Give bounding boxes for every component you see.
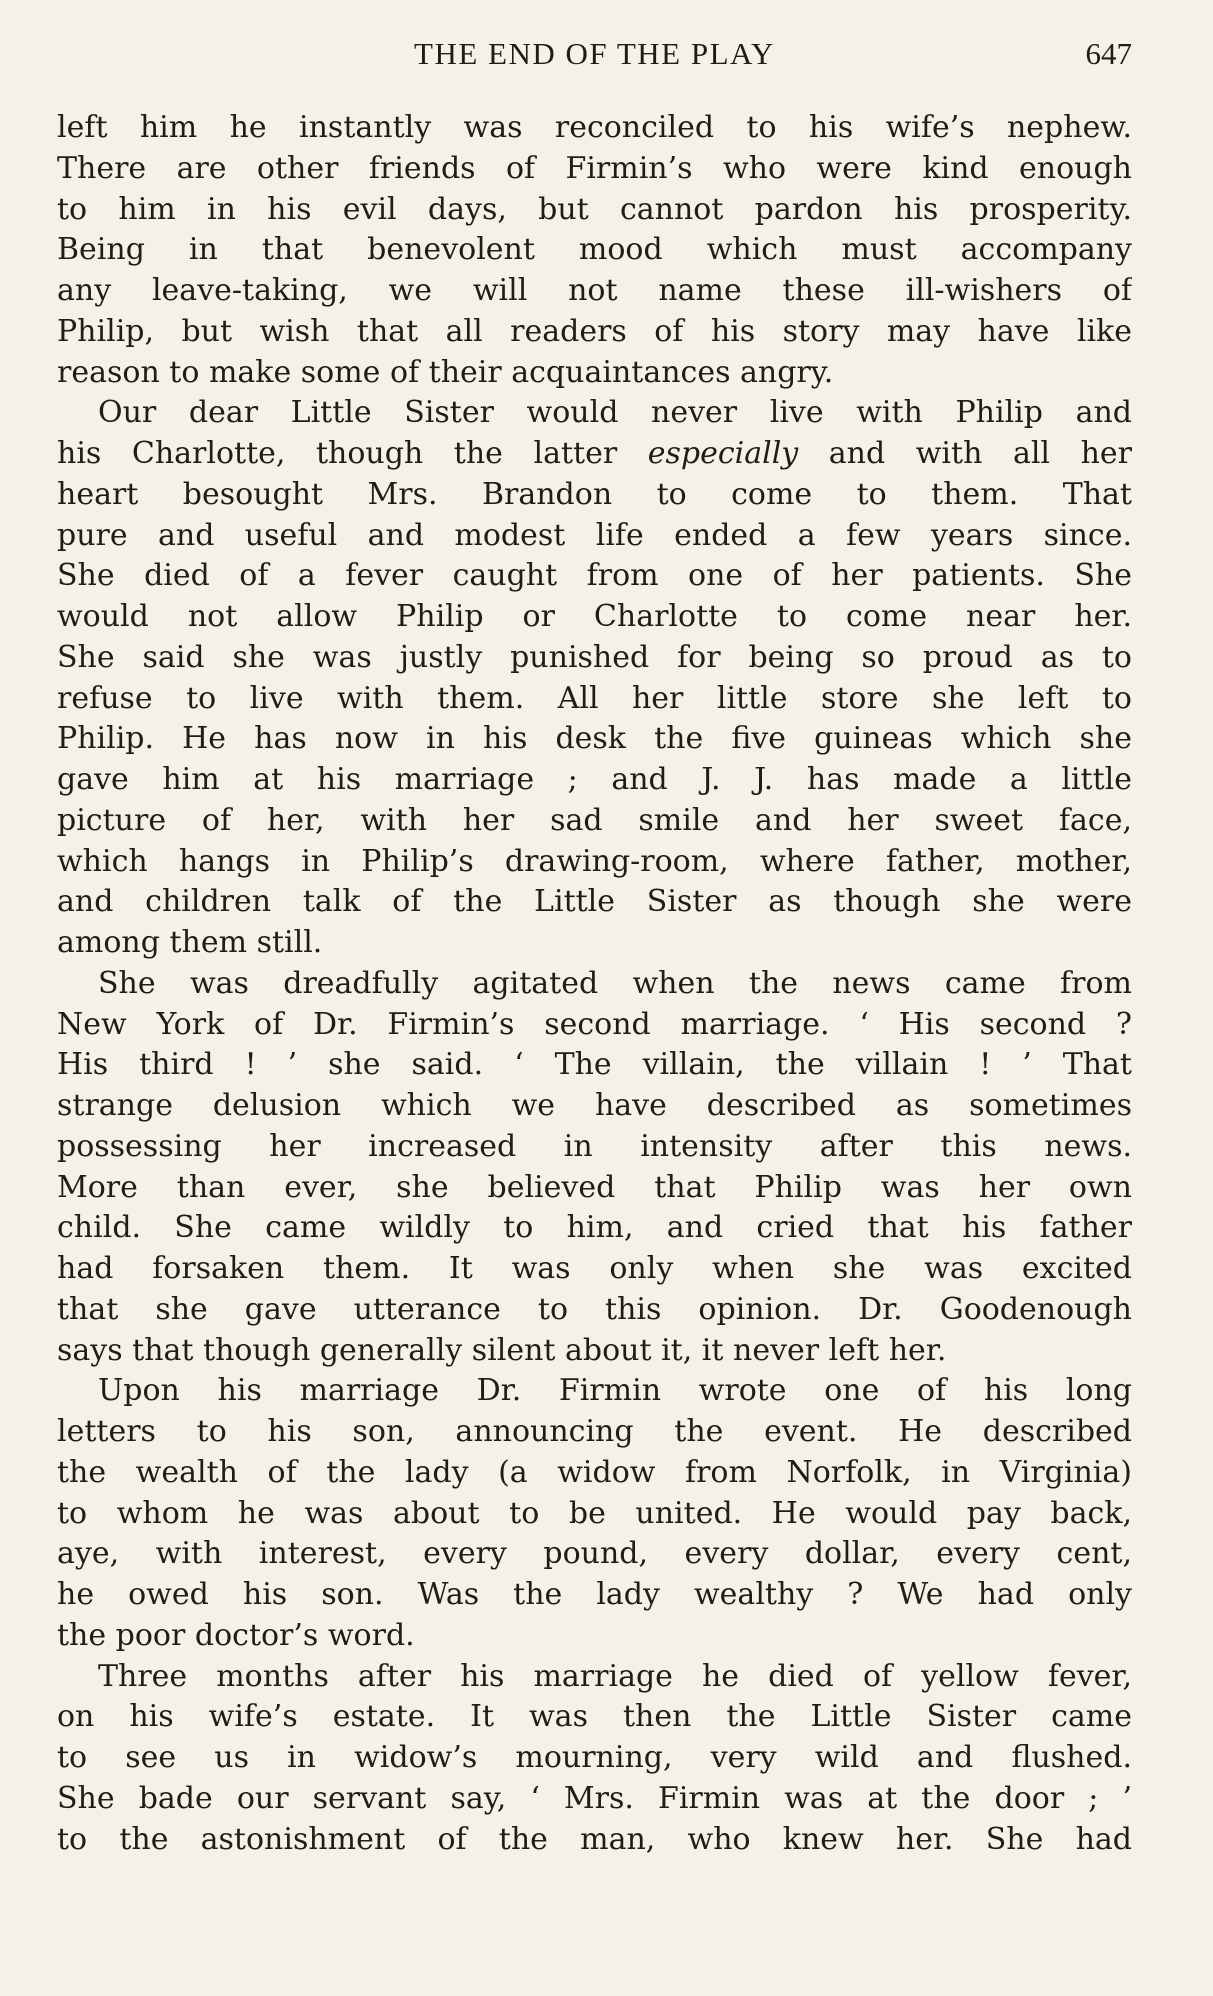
text-line: picture of her, with her sad smile and her sweet face, bbox=[57, 802, 1132, 838]
text-line: strange delusion which we have described as sometimes bbox=[57, 1088, 1132, 1123]
text-line: heart besought Mrs. Brandon to come to them. That bbox=[57, 476, 1132, 512]
text-line: that she gave utterance to this opinion. Dr. Goodenough bbox=[57, 1291, 1132, 1327]
text-line: possessing her increased in intensity after this news. bbox=[57, 1128, 1132, 1164]
text-line: left him he instantly was reconciled to his wife’s nephew. bbox=[57, 110, 1132, 145]
text-line: Philip, but wish that all readers of his story may have like bbox=[57, 313, 1132, 349]
text-segment: and with all her bbox=[798, 436, 1132, 471]
text-line: had forsaken them. It was only when she was excited bbox=[57, 1251, 1132, 1286]
text-line: on his wife’s estate. It was then the Little Sister came bbox=[57, 1699, 1132, 1735]
emphasis-word: especially bbox=[647, 436, 799, 471]
text-line: More than ever, she believed that Philip was her own bbox=[57, 1169, 1132, 1205]
text-line: to see us in widow’s mourning, very wild and flushed. bbox=[57, 1740, 1132, 1775]
text-line: any leave-taking, we will not name these ill-wishers of bbox=[57, 273, 1132, 308]
text-line: reason to make some of their acquaintances angry. bbox=[57, 354, 834, 390]
text-line: She died of a fever caught from one of her patients. She bbox=[57, 558, 1132, 594]
text-line: Three months after his marriage he died of yellow fever, bbox=[98, 1658, 1132, 1694]
text-line: Being in that benevolent mood which must accompany bbox=[57, 232, 1132, 268]
text-line: among them still. bbox=[57, 925, 323, 960]
text-line: Our dear Little Sister would never live with Philip and bbox=[98, 395, 1132, 431]
text-line: to the astonishment of the man, who knew her. She had bbox=[57, 1821, 1132, 1857]
text-line: Upon his marriage Dr. Firmin wrote one of his long bbox=[98, 1373, 1132, 1409]
text-line: New York of Dr. Firmin’s second marriage. ‘ His second ? bbox=[57, 1006, 1132, 1042]
text-line: She bade our servant say, ‘ Mrs. Firmin was at the door ; ’ bbox=[57, 1780, 1132, 1816]
text-line: the poor doctor’s word. bbox=[57, 1617, 415, 1653]
text-line: and children talk of the Little Sister as though she were bbox=[57, 884, 1132, 920]
body-text bbox=[57, 108, 1132, 1860]
text-line: aye, with interest, every pound, every dollar, every cent, bbox=[57, 1536, 1132, 1572]
text-line: would not allow Philip or Charlotte to come near her. bbox=[57, 599, 1132, 634]
text-line: the wealth of the lady (a widow from Norfolk, in Virginia) bbox=[57, 1454, 1132, 1490]
text-line: refuse to live with them. All her little store she left to bbox=[57, 680, 1132, 716]
text-line bbox=[57, 434, 1132, 475]
page-number: 647 bbox=[1085, 36, 1132, 71]
text-line: letters to his son, announcing the event. He described bbox=[57, 1414, 1132, 1449]
text-line: There are other friends of Firmin’s who were kind enough bbox=[57, 150, 1132, 186]
text-segment: his Charlotte, though the latter bbox=[57, 436, 648, 471]
running-head bbox=[57, 36, 1132, 80]
text-line: to whom he was about to be united. He would pay back, bbox=[57, 1495, 1132, 1531]
text-line: child. She came wildly to him, and cried that his father bbox=[57, 1210, 1132, 1246]
running-title: THE END OF THE PLAY bbox=[414, 36, 775, 71]
text-line: She said she was justly punished for being so proud as to bbox=[57, 639, 1132, 675]
text-line: pure and useful and modest life ended a few years since. bbox=[57, 517, 1132, 553]
text-line: She was dreadfully agitated when the news came from bbox=[98, 965, 1132, 1001]
text-line: gave him at his marriage ; and J. J. has made a little bbox=[57, 762, 1132, 797]
text-line: he owed his son. Was the lady wealthy ? We had only bbox=[57, 1577, 1132, 1612]
text-line: says that though generally silent about it, it never left her. bbox=[57, 1332, 947, 1368]
text-line: to him in his evil days, but cannot pardon his prosperity. bbox=[57, 191, 1132, 227]
text-line: which hangs in Philip’s drawing-room, where father, mother, bbox=[57, 843, 1132, 879]
text-line: Philip. He has now in his desk the five guineas which she bbox=[57, 721, 1132, 757]
text-line: His third ! ’ she said. ‘ The villain, the villain ! ’ That bbox=[57, 1047, 1132, 1083]
